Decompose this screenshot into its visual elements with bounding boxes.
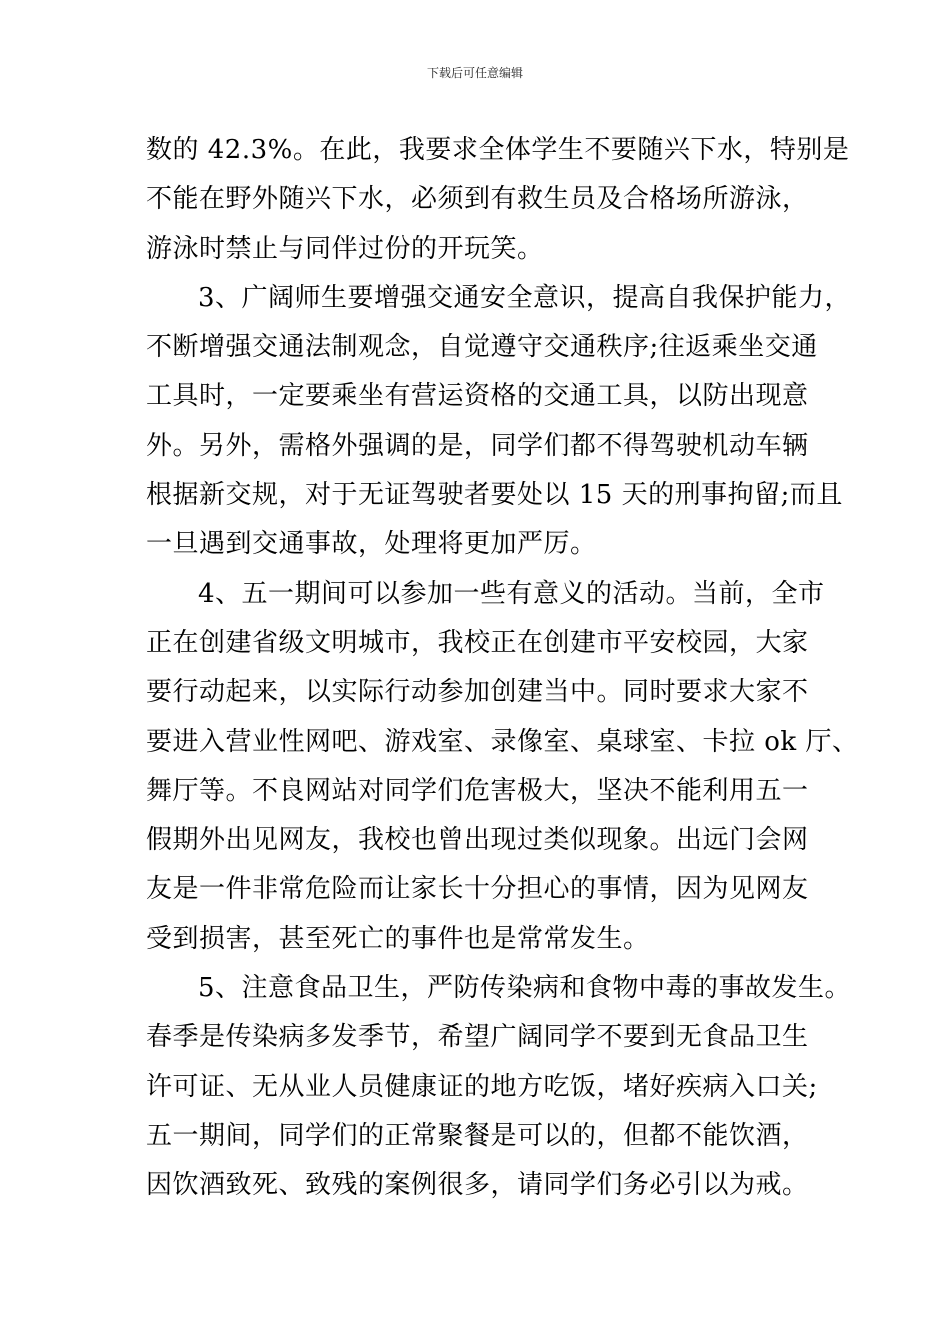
text-line: 数的 42.3%。在此，我要求全体学生不要随兴下水，特别是 [146,135,850,165]
text-line: 假期外出见网友，我校也曾出现过类似现象。出远门会网 [146,825,809,856]
paragraph-5-start: 5、注意食品卫生，严防传染病和食物中毒的事故发生。 [198,973,852,1004]
paragraph-4-start: 4、五一期间可以参加一些有意义的活动。当前，全市 [198,578,825,609]
document-body [146,126,859,1211]
text-line: 外。另外，需格外强调的是，同学们都不得驾驶机动车辆 [146,430,809,461]
text-line: 要进入营业性网吧、游戏室、录像室、桌球室、卡拉 ok 厅、 [146,726,859,757]
text-line: 正在创建省级文明城市，我校正在创建市平安校园，大家 [146,627,809,658]
text-line: 春季是传染病多发季节，希望广阔同学不要到无食品卫生 [146,1022,809,1053]
text-line: 许可证、无从业人员健康证的地方吃饭，堵好疾病入口关; [146,1071,818,1102]
text-line: 不能在野外随兴下水，必须到有救生员及合格场所游泳， [146,184,809,215]
text-line: 游泳时禁止与同伴过份的开玩笑。 [146,233,544,264]
text-line: 友是一件非常危险而让家长十分担心的事情，因为见网友 [146,874,809,905]
text-line: 根据新交规，对于无证驾驶者要处以 15 天的刑事拘留;而且 [146,480,843,511]
text-line: 工具时，一定要乘坐有营运资格的交通工具，以防出现意 [146,381,809,412]
text-line: 五一期间，同学们的正常聚餐是可以的，但都不能饮酒， [146,1120,809,1151]
text-line: 舞厅等。不良网站对同学们危害极大，坚决不能利用五一 [146,775,809,806]
text-line: 要行动起来，以实际行动参加创建当中。同时要求大家不 [146,677,809,708]
text-line: 一旦遇到交通事故，处理将更加严厉。 [146,529,597,560]
text-line: 因饮酒致死、致残的案例很多，请同学们务必引以为戒。 [146,1170,809,1201]
text-line: 受到损害，甚至死亡的事件也是常常发生。 [146,923,650,954]
page-header: 下载后可任意编辑 [426,66,523,80]
text-line: 不断增强交通法制观念，自觉遵守交通秩序;往返乘坐交通 [146,332,818,363]
paragraph-3-start: 3、广阔师生要增强交通安全意识，提高自我保护能力， [198,282,852,313]
